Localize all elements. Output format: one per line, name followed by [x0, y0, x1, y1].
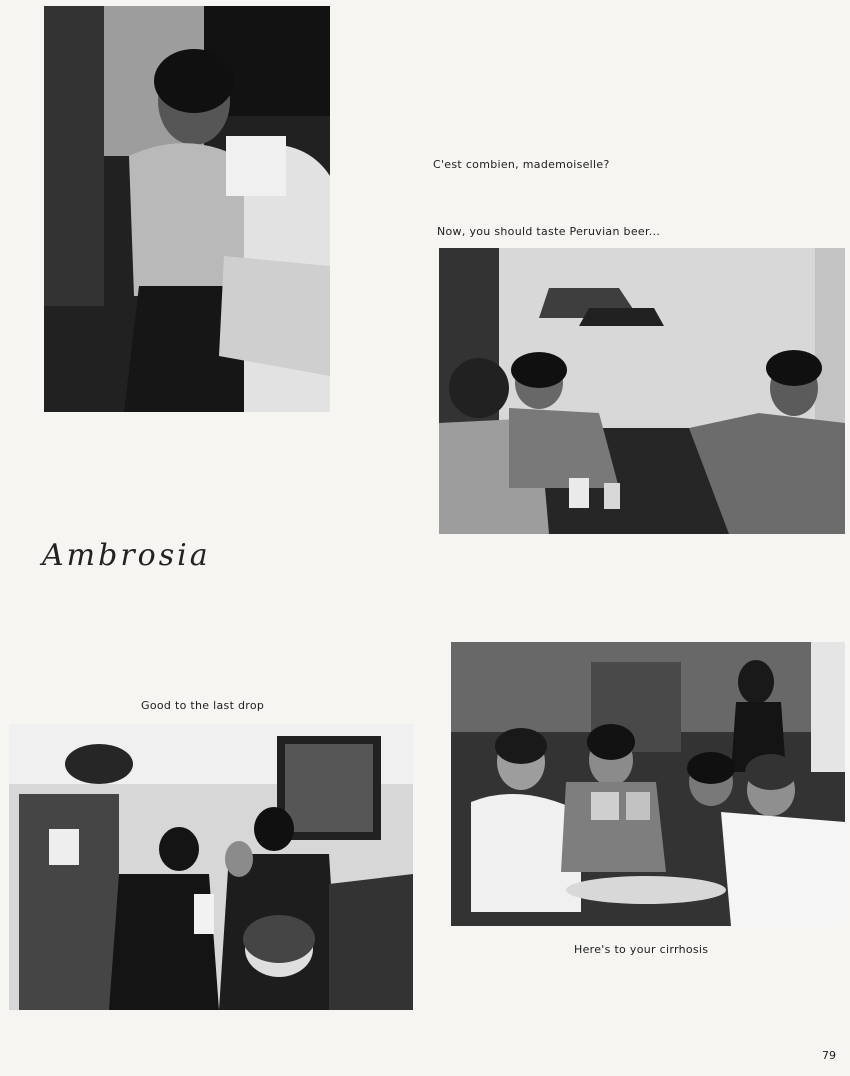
page-title: Ambrosia — [42, 538, 211, 573]
photo-cirrhosis — [451, 642, 845, 926]
page-number: 79 — [822, 1049, 836, 1062]
photo-cashier — [44, 6, 330, 412]
photo-peruvian-beer-image — [439, 248, 845, 534]
photo-cashier-image — [44, 6, 330, 412]
photo-peruvian-beer — [439, 248, 845, 534]
caption-cirrhosis: Here's to your cirrhosis — [574, 943, 709, 956]
caption-last-drop: Good to the last drop — [141, 699, 265, 712]
caption-peruvian-beer: Now, you should taste Peruvian beer... — [437, 225, 661, 238]
photo-last-drop — [9, 724, 413, 1010]
photo-cirrhosis-image — [451, 642, 845, 926]
caption-cashier: C'est combien, mademoiselle? — [433, 158, 610, 171]
photo-last-drop-image — [9, 724, 413, 1010]
